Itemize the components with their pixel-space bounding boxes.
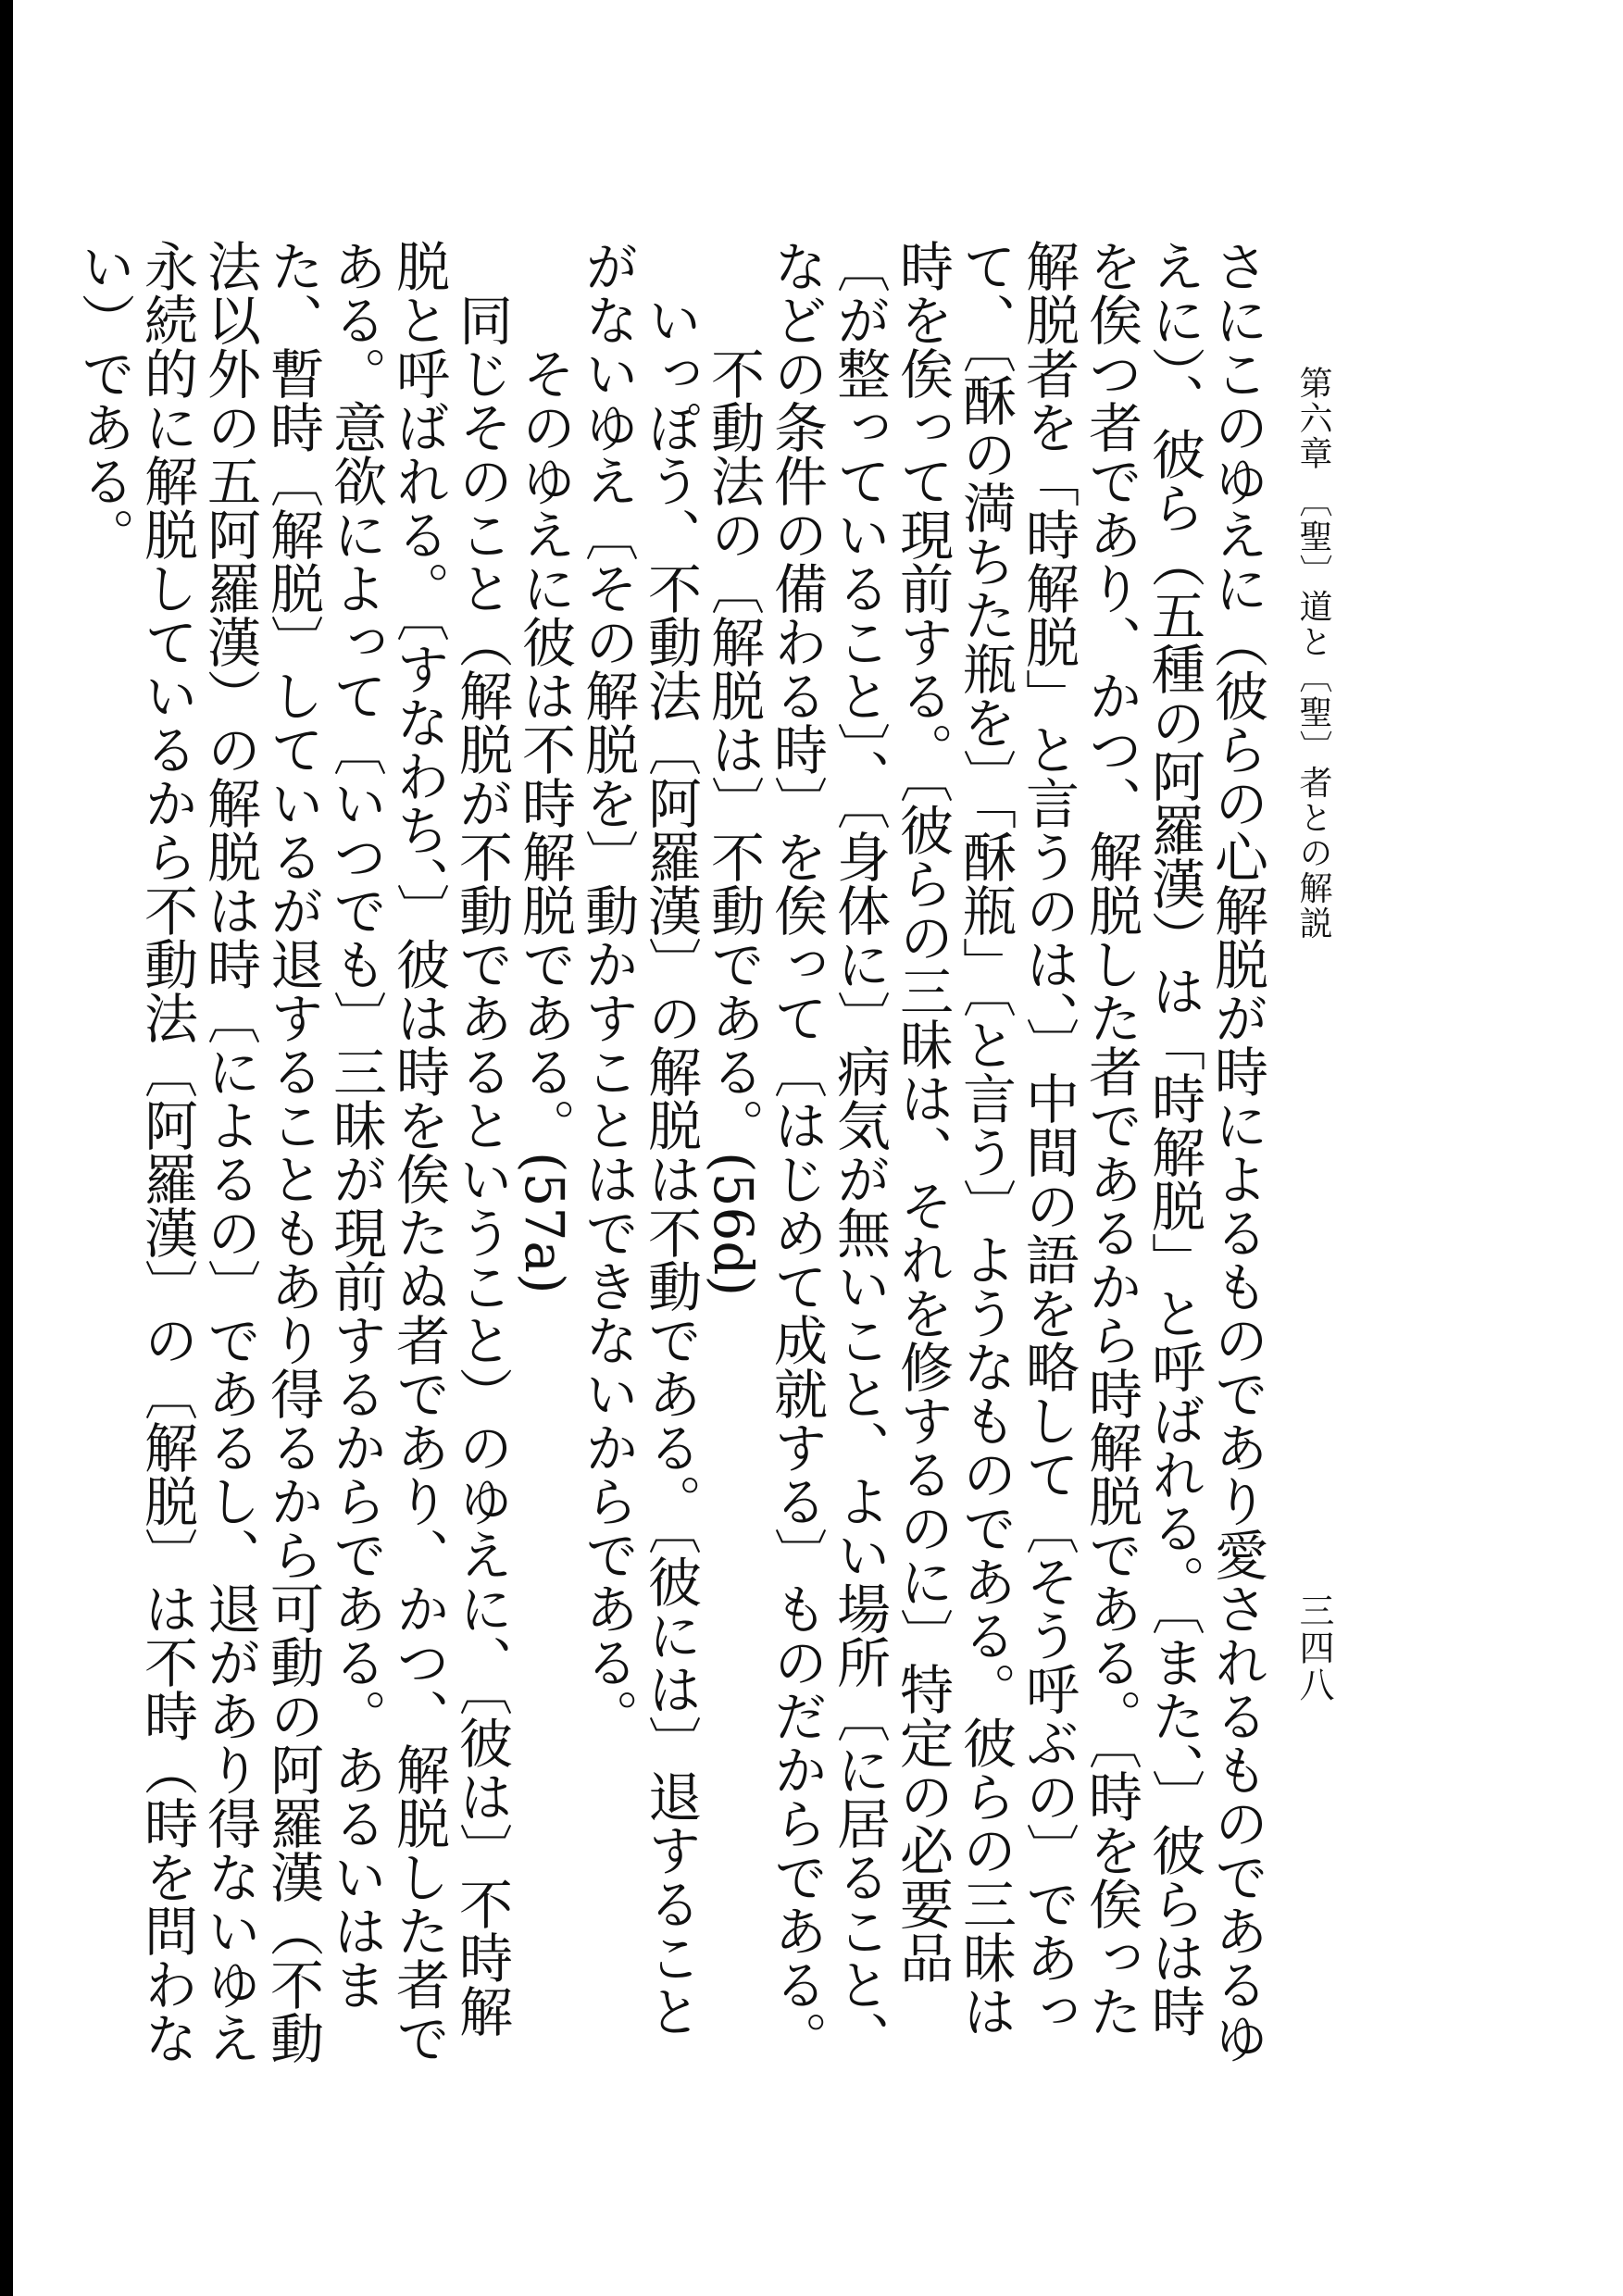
paragraph-commentary-56d: いっぽう、不動法〔阿羅漢〕の解脱は不動である。〔彼には〕退することがないゆえ〔その解脱を〕動かすことはできないからである。 bbox=[576, 239, 702, 2038]
main-text-column bbox=[72, 239, 1268, 2081]
chapter-running-head: 第六章 〔聖〕道と〔聖〕者との解説 bbox=[1294, 366, 1332, 942]
verse-57a: そのゆえに彼は不時解脱である。(57a) bbox=[513, 346, 576, 1294]
paragraph-commentary-57a: 同じそのこと（解脱が不動であるということ）のゆえに、〔彼は〕不時解脱と呼ばれる。〔すなわち、〕彼は時を俟たぬ者であり、かつ、解脱した者である。意欲によって〔いつでも〕三昧が現前するからである。あるいはまた、暫時〔解脱〕しているが退することもあり得るから可動の阿羅漢（不動法以外の五阿羅漢）の解脱は時〔によるの〕であるし、退があり得ないゆえ永続的に解脱しているから不動法〔阿羅漢〕の〔解脱〕は不時（時を問わない）である。 bbox=[72, 239, 513, 2065]
paragraph-continuation: さにこのゆえに（彼らの心解脱が時によるものであり愛されるものであるゆえに）、彼ら（五種の阿羅漢）は「時解脱」と呼ばれる。〔また、〕彼らは時を俟つ者であり、かつ、解脱した者であるから時解脱である。〔時を俟った解脱者を「時解脱」と言うのは、〕中間の語を略して〔そう呼ぶの〕であって、〔酥の満ちた瓶を〕「酥瓶」〔と言う〕ようなものである。彼らの三昧は時を俟って現前する。〔彼らの三昧は、それを修するのに〕特定の必要品〔が整っていること〕、〔身体に〕病気が無いこと、よい場所〔に居ること、などの条件の備わる時〕を俟って〔はじめて成就する〕ものだからである。 bbox=[765, 239, 1268, 2065]
page-number: 三四八 bbox=[1293, 1592, 1334, 1703]
scan-binding-edge bbox=[0, 0, 13, 2296]
verse-56d: 不動法の〔解脱は〕不動である。(56d) bbox=[702, 346, 765, 1297]
